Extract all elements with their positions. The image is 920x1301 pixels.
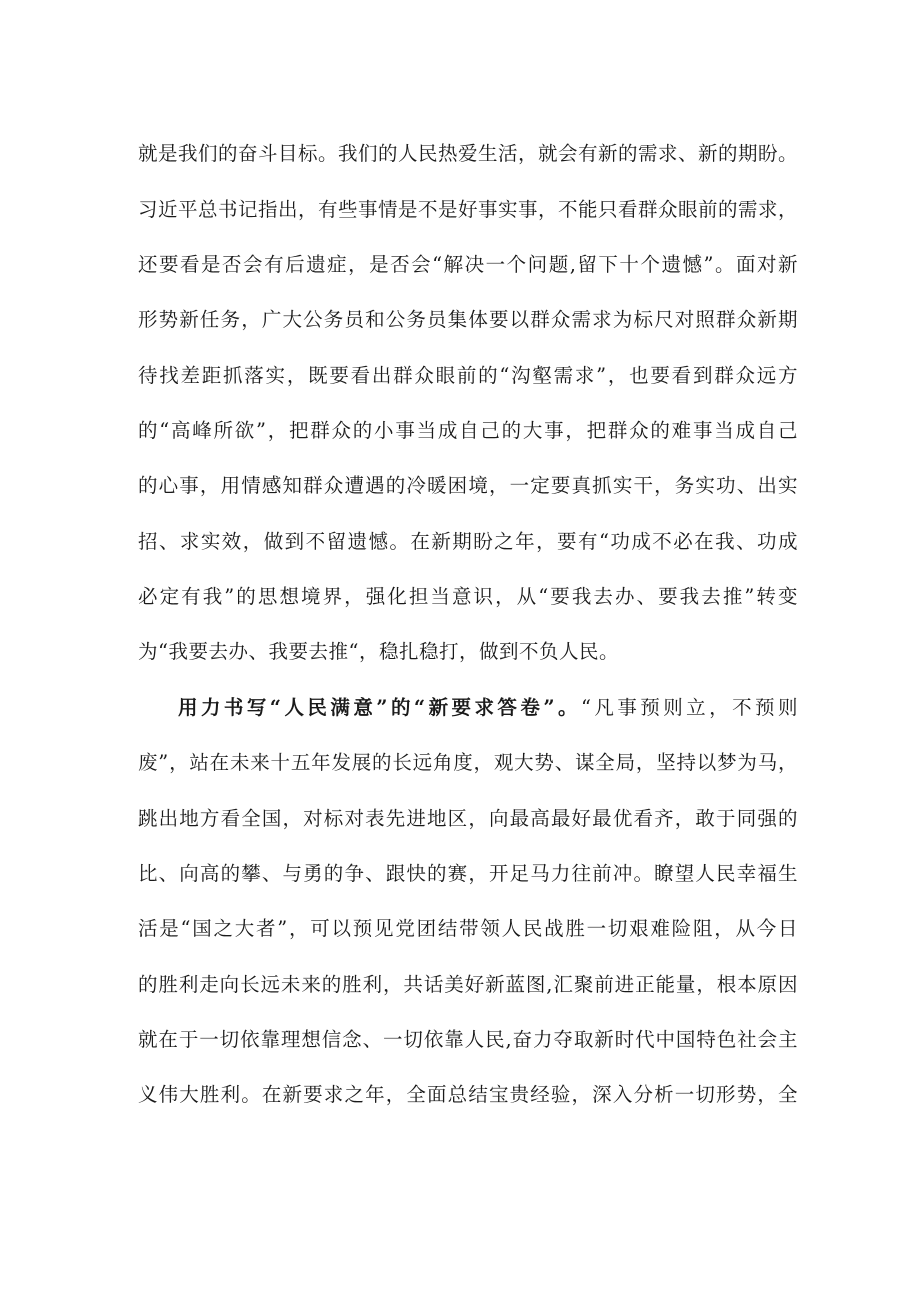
text-span: “凡事预则立，不预则 [580, 696, 798, 719]
paragraph-first-line [178, 689, 798, 727]
text-line: 招、求实效，做到不留遗憾。在新期盼之年，要有“功成不必在我、功成 [138, 530, 798, 553]
text-line: 必定有我”的思想境界，强化担当意识，从“要我去办、要我去推”转变 [138, 585, 798, 608]
text-line: 活是“国之大者”，可以预见党团结带领人民战胜一切艰难险阻，从今日 [138, 917, 798, 940]
text-line: 废”，站在未来十五年发展的长远角度，观大势、谋全局，坚持以梦为马， [138, 751, 798, 774]
text-line: 义伟大胜利。在新要求之年，全面总结宝贵经验，深入分析一切形势，全 [138, 1083, 798, 1106]
text-line: 为“我要去办、我要去推“，稳扎稳打，做到不负人民。 [138, 640, 619, 663]
text-line: 形势新任务，广大公务员和公务员集体要以群众需求为标尺对照群众新期 [138, 308, 798, 331]
text-line: 待找差距抓落实，既要看出群众眼前的“沟壑需求”，也要看到群众远方 [138, 364, 798, 387]
text-line: 就是我们的奋斗目标。我们的人民热爱生活，就会有新的需求、新的期盼。 [138, 142, 798, 165]
text-line: 还要看是否会有后遗症，是否会“解决一个问题,留下十个遗憾”。面对新 [138, 253, 798, 276]
text-line: 的心事，用情感知群众遭遇的冷暖困境，一定要真抓实干，务实功、出实 [138, 474, 798, 497]
text-line: 习近平总书记指出，有些事情是不是好事实事，不能只看群众眼前的需求， [138, 198, 798, 221]
text-line: 的“高峰所欲”，把群众的小事当成自己的大事，把群众的难事当成自己 [138, 419, 798, 442]
text-line: 就在于一切依靠理想信念、一切依靠人民,奋力夺取新时代中国特色社会主 [138, 1028, 798, 1051]
text-line: 跳出地方看全国，对标对表先进地区，向最高最好最优看齐，敢于同强的 [138, 807, 798, 830]
paragraph-heading: 用力书写“人民满意”的“新要求答卷”。 [178, 696, 581, 719]
text-line: 比、向高的攀、与勇的争、跟快的赛，开足马力往前冲。瞭望人民幸福生 [138, 862, 798, 885]
text-line: 的胜利走向长远未来的胜利，共话美好新蓝图,汇聚前进正能量，根本原因 [138, 973, 798, 996]
